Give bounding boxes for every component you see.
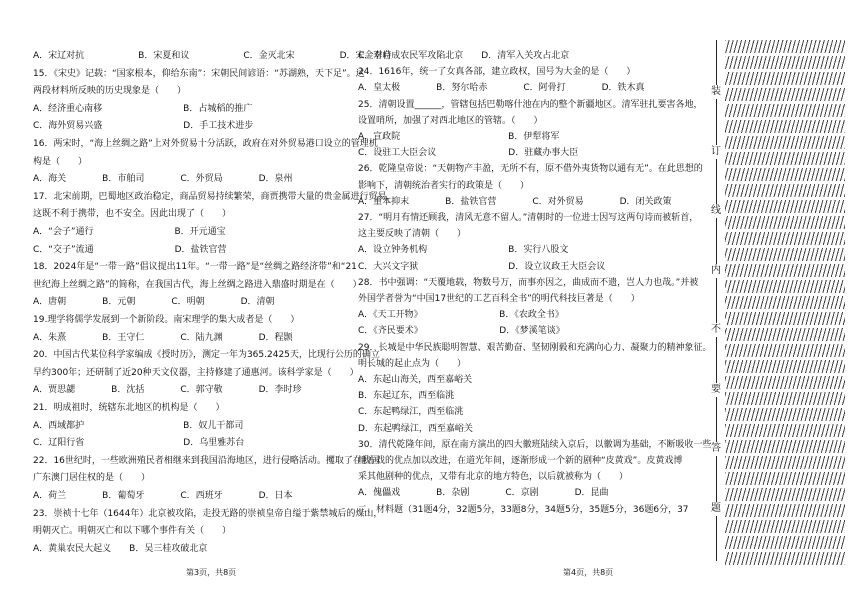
binding-line-segment [716, 337, 717, 382]
text-line: A．荷兰 B．葡萄牙 C．西班牙 D．日本 [33, 491, 293, 501]
binding-line-segment [716, 99, 717, 144]
binding-notice-char: 内 [711, 264, 721, 276]
page-footer-left: 第3页，共8页 [186, 568, 237, 577]
text-line: 这主要反映了清朝（ ） [358, 229, 467, 240]
text-line: C．大兴文字狱 D．设立议政王大臣会议 [358, 261, 606, 272]
binding-line-segment [716, 516, 717, 561]
text-line: 25．清朝设置______，管辖包括巴勒喀什池在内的整个新疆地区。清军驻扎要害各地， [358, 99, 703, 110]
text-line: 20．中国古代某位科学家编成《授时历》，测定一年为365.2425天，比现行公历的确立 [33, 350, 380, 361]
text-line: 二、材料题（31题4分，32题5分，33题8分，34题5分，35题5分，36题6分，37 [358, 504, 689, 515]
text-line: A．贾思勰 B．沈括 C．郭守敬 D．李时珍 [33, 385, 302, 396]
binding-line-segment [716, 159, 717, 204]
binding-line-segment [716, 40, 717, 85]
text-line: 18．2024年是“一带一路”倡议提出11年。“一带一路”是“丝绸之路经济带”和“21 [33, 262, 357, 273]
text-line: 影响下，清朝统治者实行的政策是（ ） [358, 180, 530, 191]
text-line: 30．清代乾隆年间，原在南方演出的四大徽班陆续入京后，以徽调为基础，不断吸收一些 [358, 439, 712, 450]
binding-notice-char: 要 [711, 383, 721, 395]
text-line: C．辽阳行省 D．乌里雅苏台 [33, 438, 245, 449]
text-line: 24．1616年，统一了女真各部，建立政权，国号为大金的是（ ） [358, 67, 636, 78]
text-line: B．东起辽东，西至临洮 [358, 391, 455, 402]
text-line: 世纪海上丝绸之路”的简称，在我国古代，海上丝绸之路进入鼎盛时期是在（ ） [33, 279, 362, 290]
text-line: A．重本抑末 B．盐铁官营 C．对外贸易 D．闭关政策 [358, 196, 672, 207]
text-line: 19.理学将儒学发展到一个新阶段。南宋理学的集大成者是（ ） [33, 315, 300, 325]
text-line: D．东起鸭绿江，西至嘉峪关 [358, 423, 473, 434]
text-line: 28．书中强调：“天覆地载，物数号万，而事亦因之，曲成而不遗，岂人力也哉。”并被 [358, 277, 699, 288]
text-line: 明朝灭亡。明朝灭亡和以下哪个事件有关（ ） [33, 526, 232, 537]
binding-notice-char: 线 [711, 205, 721, 217]
text-line: C．海外贸易兴盛 D．手工技术进步 [33, 121, 254, 132]
binding-line-segment [716, 218, 717, 263]
text-line: A．宋辽对抗 B．宋夏和议 C．金灭北宋 D．宋金对峙 [33, 51, 392, 61]
text-line: 外国学者誉为“中国17世纪的工艺百科全书”的明代科技巨著是（ ） [358, 294, 640, 304]
text-line: 26．乾隆皇帝说：“天朝物产丰盈，无所不有，原不借外夷货物以通有无”。在此思想的 [358, 164, 703, 175]
text-line: A．设立钟务机构 B．实行八股文 [358, 245, 569, 256]
text-line: 广东澳门居住权的是（ ） [33, 473, 151, 484]
binding-line-segment [716, 278, 717, 323]
text-line: A．西域都护 B．奴儿干都司 [33, 420, 244, 431]
text-line: A．经济重心南移 B．占城稻的推广 [33, 103, 253, 114]
text-line: 22．16世纪时，一些欧洲殖民者相继来到我国沿海地区，进行侵略活动。攫取了在我国 [33, 455, 380, 466]
text-line: A．傀儡戏 B．杂剧 C．京剧 D．昆曲 [358, 488, 609, 499]
text-line: C．李自成农民军攻陷北京 D．清军入关攻占北京 [358, 51, 570, 61]
text-line: C．《齐民要术》 D．《梦溪笔谈》 [358, 326, 565, 337]
text-line: C．东起鸭绿江，西至临洮 [358, 407, 464, 418]
binding-margin-hatch [725, 38, 845, 568]
text-line: A．宣政院 B．伊犁将军 [358, 132, 560, 142]
binding-notice-char: 订 [711, 145, 721, 157]
text-line: A．海关 B．市舶司 C．外贸局 D．泉州 [33, 174, 293, 185]
binding-line-notice [707, 38, 725, 563]
text-line: 设置哨所，加强了对西北地区的管辖。（ ） [358, 115, 543, 126]
text-line: 地方戏的优点加以改进，在道光年间，逐渐形成一个新的剧种“皮黄戏”。皮黄戏博 [358, 456, 683, 466]
text-line: A．唐朝 B．元朝 C．明朝 D．清朝 [33, 297, 275, 308]
text-line: 两段材料所反映的历史现象是（ ） [33, 86, 187, 97]
text-line: 构是（ ） [33, 156, 88, 167]
text-line: 16．两宋时，“海上丝绸之路”上对外贸易十分活跃，政府在对外贸易港口设立的管理机 [33, 139, 378, 149]
page-footer-right: 第4页，共8页 [563, 568, 614, 577]
text-line: 23．崇祯十七年（1644年）北京被攻陷，走投无路的崇祯皇帝自缢于紫禁城后的煤山， [33, 508, 383, 519]
text-line: 29．长城是中华民族聪明智慧、艰苦勤奋、坚韧刚毅和充满向心力、凝聚力的精神象征。 [358, 342, 712, 353]
text-line: A．朱熹 B．王守仁 C．陆九渊 D．程颢 [33, 332, 293, 343]
binding-notice-char: 不 [711, 324, 721, 336]
text-line: 早约300年；还研制了近20种天文仪器，主持修建了通惠河。该科学家是（ ） [33, 367, 359, 378]
binding-line-segment [716, 456, 717, 501]
text-line: A．《天工开物》 B．《农政全书》 [358, 310, 564, 321]
binding-notice-char: 答 [711, 443, 721, 455]
binding-notice-char: 装 [711, 86, 721, 98]
text-line: 明长城的起止点为（ ） [358, 358, 467, 369]
text-line: 17．北宋前期，巴蜀地区政治稳定，商品贸易持续繁荣，商贾携带大量的贵金属进行贸易， [33, 191, 396, 202]
text-line: A．黄巢农民大起义 B．吴三桂攻破北京 [33, 543, 208, 554]
text-line: 21．明成祖时，统辖东北地区的机构是（ ） [33, 403, 225, 413]
text-line: A．“会子”通行 B．开元通宝 [33, 227, 226, 237]
text-line: 27．“明月有情还顾我，清风无意不留人。”清朝时的一位进士因写这两句诗而被斩首， [358, 213, 699, 223]
text-line: A．东起山海关，西至嘉峪关 [358, 375, 473, 385]
binding-notice-char: 题 [711, 502, 721, 514]
binding-line-segment [716, 397, 717, 442]
text-line: A．皇太极 B．努尔哈赤 C．阿骨打 D．铁木真 [358, 83, 645, 94]
text-line: C．设驻工大臣会议 D．驻藏办事大臣 [358, 148, 579, 159]
text-line: 采其他剧种的优点，又带有北京的地方特色，以后就被称为（ ） [358, 472, 629, 483]
text-line: C．“交子”流通 D．盐铁官营 [33, 244, 227, 255]
text-line: 这既不利于携带，也不安全。因此出现了（ ） [33, 209, 232, 220]
text-line: 15．《宋史》记载：“国家根本，仰给东南”：宋朝民间谚语：“苏湖熟，天下足”。这 [33, 68, 365, 79]
